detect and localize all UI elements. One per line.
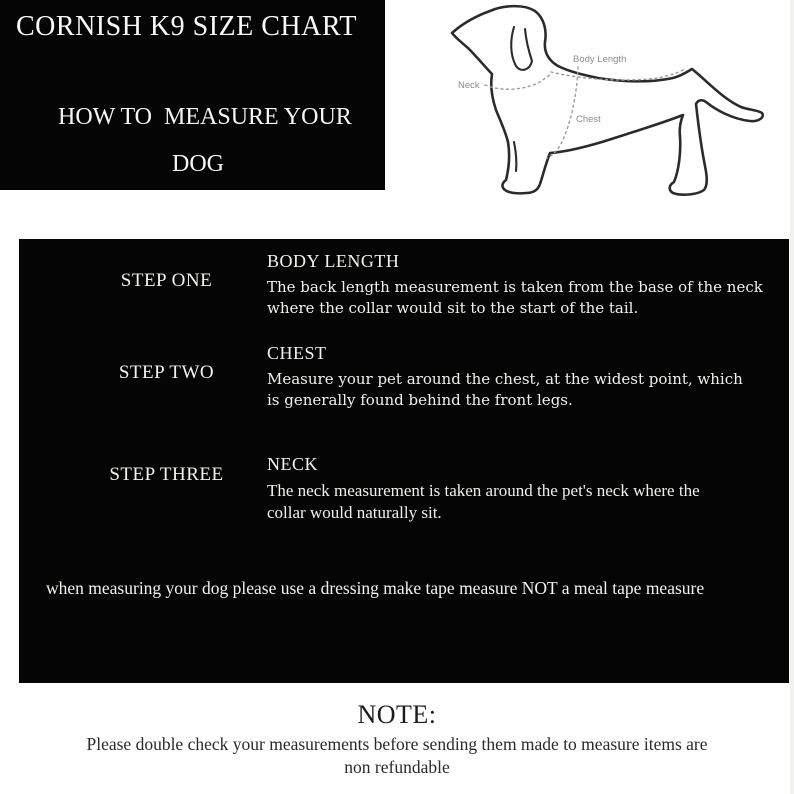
dog-measurement-diagram xyxy=(430,0,790,212)
dog-outline-icon xyxy=(452,6,763,195)
chest-description: Measure your pet around the chest, at the widest point, which is generally found behind the front legs. xyxy=(267,370,743,409)
page-edge-divider xyxy=(790,0,794,794)
steps-panel xyxy=(19,239,789,683)
chest-heading: CHEST xyxy=(267,343,327,363)
note-title: NOTE: xyxy=(357,700,437,729)
neck-measure-line xyxy=(485,74,551,89)
body-length-label: Body Length xyxy=(573,54,627,65)
chest-label: Chest xyxy=(576,114,601,125)
neck-label: Neck xyxy=(458,80,480,91)
dog-far-leg-icon xyxy=(514,142,516,171)
neck-heading: NECK xyxy=(267,454,318,474)
step-one-label: STEP ONE xyxy=(120,270,213,291)
page-title: CORNISH K9 SIZE CHART xyxy=(16,11,357,42)
chest-measure-line xyxy=(547,67,578,158)
step-two-label: STEP TWO xyxy=(118,362,215,383)
tape-measure-warning: when measuring your dog please use a dressing make tape measure NOT a meal tape measure xyxy=(46,578,705,598)
body-length-heading: BODY LENGTH xyxy=(267,251,400,271)
dog-ear-icon xyxy=(511,27,532,70)
note-line-2: non refundable xyxy=(344,757,450,777)
note-line-1: Please double check your measurements before sending them made to measure items are xyxy=(86,734,708,754)
body-length-description: The back length measurement is taken from the base of the neck where the collar would sit to the start of the tail. xyxy=(267,278,763,317)
subtitle-line-2: DOG xyxy=(172,151,224,177)
subtitle-line-1: HOW TO MEASURE YOUR xyxy=(58,104,352,130)
step-three-label: STEP THREE xyxy=(109,464,224,485)
header-panel xyxy=(0,0,385,190)
neck-description: The neck measurement is taken around the pet's neck where the collar would naturally sit. xyxy=(267,481,700,522)
